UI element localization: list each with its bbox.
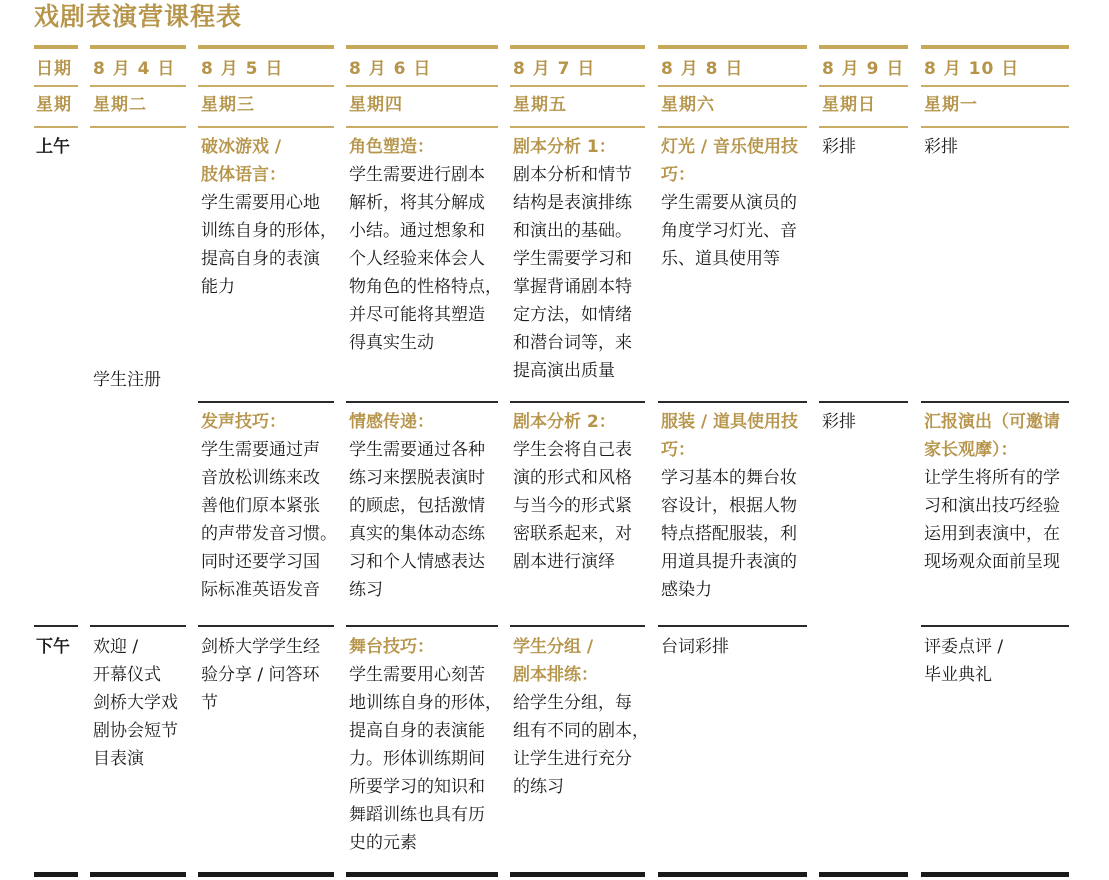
session-cell	[201, 408, 347, 604]
rule	[90, 625, 186, 627]
session-cell	[513, 408, 658, 576]
session-cell	[349, 133, 511, 357]
session-desc: 学生会将自己表 演的形式和风格 与当今的形式紧 密联系起来，对 剧本进行演绎	[513, 440, 632, 572]
session-cell	[201, 133, 347, 301]
rule	[34, 85, 78, 87]
period-morning: 上午	[36, 137, 70, 157]
session-cell	[201, 633, 347, 717]
session-desc: 给学生分组，每 组有不同的剧本， 让学生进行充分 的练习	[513, 693, 649, 797]
session-cell	[513, 133, 658, 385]
rule	[510, 45, 645, 49]
rule	[819, 45, 908, 49]
rule	[658, 872, 807, 877]
rule	[346, 625, 498, 627]
rule	[658, 126, 807, 128]
rule	[346, 872, 498, 877]
date-cell: 8 月 4 日	[93, 59, 176, 79]
rule	[34, 126, 78, 128]
session-cell	[924, 633, 1082, 689]
registration-cell	[93, 366, 203, 394]
date-cell: 8 月 5 日	[201, 59, 284, 79]
session-desc: 学生需要通过各种 练习来摆脱表演时 的顾虑，包括激情 真实的集体动态练 习和个人情感表达 练习	[349, 440, 485, 600]
rule	[198, 126, 334, 128]
period-afternoon: 下午	[36, 637, 70, 657]
session-cell	[661, 633, 820, 661]
session-desc: 学生需要从演员的 角度学习灯光、音 乐、道具使用等	[661, 193, 797, 269]
rule	[198, 872, 334, 877]
session-desc: 彩排	[822, 412, 856, 432]
rule	[90, 85, 186, 87]
session-cell	[822, 408, 921, 436]
weekday-label: 星期	[36, 95, 72, 115]
rule	[921, 126, 1069, 128]
rule	[658, 85, 807, 87]
session-title: 角色塑造：	[349, 137, 434, 157]
session-desc: 剧本分析和情节 结构是表演排练 和演出的基础。 学生需要学习和 掌握背诵剧本特 定方法，如情绪 和潜台词等，来 提高演出质量	[513, 165, 632, 381]
session-desc: 评委点评 / 毕业典礼	[924, 637, 1004, 685]
session-title: 发声技巧：	[201, 412, 286, 432]
rule	[819, 85, 908, 87]
session-title: 舞台技巧：	[349, 637, 434, 657]
rule	[346, 45, 498, 49]
session-desc: 剑桥大学学生经 验分享 / 问答环 节	[201, 637, 320, 713]
weekday-cell: 星期三	[201, 95, 255, 115]
date-label: 日期	[36, 59, 72, 79]
date-cell: 8 月 6 日	[349, 59, 432, 79]
rule	[921, 85, 1069, 87]
session-cell	[93, 633, 199, 773]
rule	[819, 872, 908, 877]
rule	[198, 45, 334, 49]
rule	[510, 872, 645, 877]
session-title: 剧本分析 2：	[513, 412, 616, 432]
session-title: 剧本分析 1：	[513, 137, 616, 157]
session-title: 情感传递：	[349, 412, 434, 432]
rule	[658, 401, 807, 403]
session-cell	[924, 133, 1082, 161]
page-title: 戏剧表演营课程表	[34, 2, 243, 31]
rule	[34, 625, 78, 627]
rule	[658, 625, 807, 627]
session-cell	[661, 133, 820, 273]
session-desc: 学生需要通过声 音放松训练来改 善他们原本紧张 的声带发音习惯。 同时还要学习国 际标准英语发音	[201, 440, 337, 600]
weekday-cell: 星期六	[661, 95, 715, 115]
rule	[658, 45, 807, 49]
session-desc: 台词彩排	[661, 637, 729, 657]
date-cell: 8 月 9 日	[822, 59, 905, 79]
rule	[819, 126, 908, 128]
session-cell	[822, 133, 921, 161]
session-desc: 彩排	[924, 137, 958, 157]
date-cell: 8 月 10 日	[924, 59, 1020, 79]
weekday-cell: 星期五	[513, 95, 567, 115]
weekday-cell: 星期四	[349, 95, 403, 115]
rule	[198, 85, 334, 87]
date-cell: 8 月 7 日	[513, 59, 596, 79]
session-cell	[924, 408, 1082, 576]
session-title: 服装 / 道具使用技 巧：	[661, 412, 799, 460]
session-desc: 欢迎 / 开幕仪式 剑桥大学戏 剧协会短节 目表演	[93, 637, 178, 769]
session-title: 灯光 / 音乐使用技 巧：	[661, 137, 799, 185]
rule	[921, 872, 1069, 877]
rule	[921, 45, 1069, 49]
rule	[510, 85, 645, 87]
session-desc: 让学生将所有的学 习和演出技巧经验 运用到表演中，在 现场观众面前呈现	[924, 468, 1060, 572]
rule	[819, 401, 908, 403]
session-title: 汇报演出（可邀请 家长观摩）：	[924, 412, 1060, 460]
session-desc: 学生需要用心地 训练自身的形体， 提高自身的表演 能力	[201, 193, 337, 297]
session-desc: 彩排	[822, 137, 856, 157]
rule	[90, 872, 186, 877]
weekday-cell: 星期一	[924, 95, 978, 115]
rule	[346, 85, 498, 87]
weekday-cell: 星期二	[93, 95, 147, 115]
session-cell	[349, 408, 511, 604]
rule	[90, 126, 186, 128]
session-title: 破冰游戏 / 肢体语言：	[201, 137, 286, 185]
rule	[921, 625, 1069, 627]
rule	[510, 126, 645, 128]
date-cell: 8 月 8 日	[661, 59, 744, 79]
rule	[510, 625, 645, 627]
weekday-cell: 星期日	[822, 95, 876, 115]
rule	[34, 45, 78, 49]
session-desc: 学习基本的舞台妆 容设计，根据人物 特点搭配服装，利 用道具提升表演的 感染力	[661, 468, 797, 600]
rule	[90, 45, 186, 49]
session-title: 学生分组 / 剧本排练：	[513, 637, 598, 685]
session-desc: 学生需要进行剧本 解析，将其分解成 小结。通过想象和 个人经验来体会人 物角色的性格特点， 并尽可能将其塑造 得真实生动	[349, 165, 502, 353]
session-desc: 学生需要用心刻苦 地训练自身的形体， 提高自身的表演能 力。形体训练期间 所要学习的知识和 舞蹈训练也具有历 史的元素	[349, 665, 502, 853]
rule	[198, 625, 334, 627]
session-cell	[513, 633, 658, 801]
session-cell	[349, 633, 511, 857]
rule	[346, 126, 498, 128]
rule	[921, 401, 1069, 403]
registration-text: 学生注册	[93, 370, 161, 390]
rule	[198, 401, 334, 403]
rule	[510, 401, 645, 403]
session-cell	[661, 408, 820, 604]
rule	[34, 872, 78, 877]
rule	[346, 401, 498, 403]
